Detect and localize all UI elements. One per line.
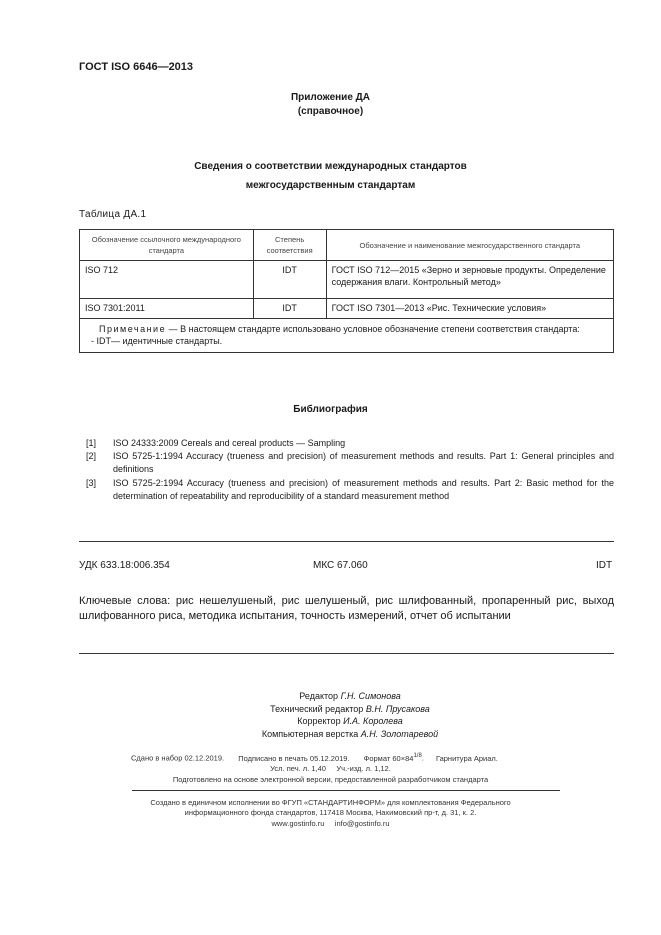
credit-name: А.Н. Золотаревой (360, 728, 439, 739)
publisher-web: www.gostinfo.ru info@gostinfo.ru (271, 819, 390, 828)
divider (79, 653, 614, 654)
bibliography-text: ISO 24333:2009 Cereals and cereal products — Sampling (113, 438, 346, 448)
bibliography-number: [2] (86, 451, 97, 461)
typeset-date: Сдано в набор 02.12.2019. (131, 753, 225, 763)
prepared-note: Подготовлено на основе электронной версии, предоставленной разработчиком стандарта (172, 775, 489, 784)
publisher-address: информационного фонда стандартов, 117418 Москва, Нахимовский пр-т, д. 31, к. 2. (184, 808, 477, 817)
bibliography-text: ISO 5725-1:1994 Accuracy (trueness and precision) of measurement methods and results. Part 1: General principles and definitions (113, 451, 614, 474)
table-caption: Таблица ДА.1 (79, 209, 147, 220)
credit-role: Корректор (297, 716, 341, 726)
cell-degree: IDT (253, 261, 326, 299)
credit-line (210, 690, 490, 703)
credit-role: Редактор (299, 691, 339, 701)
section-title-line2: межгосударственным стандартам (245, 180, 416, 191)
correspondence-table (79, 229, 614, 353)
cell-intl: ISO 712 (80, 261, 254, 299)
print-date: Подписано в печать 05.12.2019. (238, 753, 350, 763)
divider (79, 541, 614, 542)
credit-name: И.А. Королева (343, 716, 403, 726)
credits (210, 690, 490, 740)
print-sheets: Усл. печ. л. 1,40 Уч.-изд. л. 1,12. (270, 764, 391, 773)
annex-subtitle: (справочное) (297, 106, 364, 117)
bibliography-number: [3] (86, 478, 97, 488)
table-row (80, 299, 614, 319)
keywords: Ключевые слова: рис нешелушеный, рис шелушеный, рис шлифованный, пропаренный рис, выход шлифованного риса, методика испытания, точность измерений, отчет об испытании (79, 595, 614, 622)
cell-intl: ISO 7301:2011 (80, 299, 254, 319)
bibliography-item (86, 450, 614, 475)
standard-number: ГОСТ ISO 6646—2013 (79, 61, 194, 73)
note-item: - IDT— идентичные стандарты. (91, 336, 223, 346)
publication-line: Сдано в набор 02.12.2019. Подписано в печать 05.12.2019. Формат $60\times 84^{1/8}$. Гарнитура Ариал. (131, 753, 498, 763)
credit-role: Технический редактор (270, 703, 364, 714)
credit-name: Г.Н. Симонова (340, 691, 401, 701)
format-fraction: 1/8 (413, 753, 422, 759)
cell-degree: IDT (253, 299, 326, 319)
header-intl-standard: Обозначение ссылочного международного стандарта (80, 230, 254, 261)
note-text-line (87, 323, 608, 335)
bibliography-text: ISO 5725-2:1994 Accuracy (trueness and precision) of measurement methods and results. Part 2: Basic method for the determination of repeatability and reproducibility of a standard measurement method (113, 478, 614, 501)
bibliography-number: [1] (86, 438, 97, 448)
credit-line (210, 728, 490, 741)
note-text: — В настоящем стандарте использовано условное обозначение степени соответствия стандарта: (166, 324, 580, 334)
typeface: Гарнитура Ариал. (435, 753, 498, 763)
header-degree: Степень соответствия (253, 230, 326, 261)
divider (132, 790, 560, 791)
cell-interstate: ГОСТ ISO 7301—2013 «Рис. Технические условия» (326, 299, 613, 319)
mks-code: МКС 67.060 (313, 560, 368, 571)
udk-code: УДК 633.18:006.354 (79, 560, 170, 571)
publisher-line: Создано в единичном исполнении во ФГУП «СТАНДАРТИНФОРМ» для комплектования Федерального (150, 798, 511, 807)
credit-line (210, 715, 490, 728)
section-title-line1: Сведения о соответствии международных стандартов (194, 161, 467, 172)
bibliography-item (86, 437, 614, 450)
cell-interstate: ГОСТ ISO 712—2015 «Зерно и зерновые продукты. Определение содержания влаги. Контрольный метод» (326, 261, 613, 299)
table-note-row (80, 319, 614, 353)
bibliography-item (86, 477, 614, 502)
degree-code: IDT (596, 560, 613, 571)
format: Формат 60×84 (363, 753, 414, 763)
header-interstate-standard: Обозначение и наименование межгосударственного стандарта (326, 230, 613, 261)
table-header-row (80, 230, 614, 261)
credit-line (210, 703, 490, 716)
bibliography-title: Библиография (293, 404, 368, 415)
credit-role: Компьютерная верстка (261, 728, 359, 739)
note-label: Примечание (99, 324, 167, 334)
table-note (80, 319, 614, 353)
credit-name: В.Н. Прусакова (365, 703, 430, 714)
annex-title: Приложение ДА (290, 92, 371, 103)
table-row (80, 261, 614, 299)
